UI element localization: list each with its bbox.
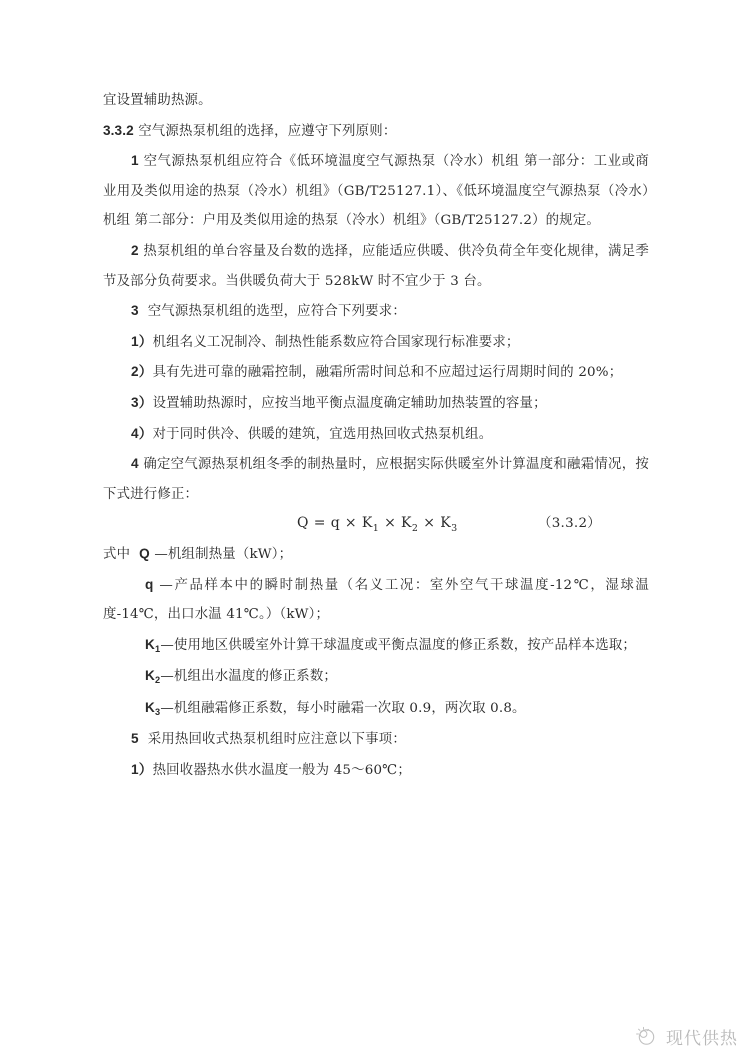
symbol-K2 bbox=[145, 668, 161, 686]
formula-expression bbox=[297, 509, 458, 540]
item-text-5: 采用热回收式热泵机组时应注意以下事项： bbox=[147, 732, 406, 748]
formula-mid-1: × K bbox=[379, 515, 412, 532]
formula-mid-2: × K bbox=[418, 515, 452, 532]
symbol-K1-sub: 1 bbox=[155, 643, 161, 654]
sub-item-a1 bbox=[103, 327, 649, 358]
document-body bbox=[103, 86, 649, 786]
numbered-item-1 bbox=[103, 146, 649, 236]
symbol-K3-sub: 3 bbox=[155, 706, 161, 717]
item-text-3: 空气源热泵机组的选型，应符合下列要求： bbox=[147, 304, 406, 320]
formula-sub-2: 2 bbox=[411, 522, 419, 534]
sub-item-lead-b1: 1） bbox=[131, 762, 153, 778]
sub-item-text-a3: 设置辅助热源时，应按当地平衡点温度确定辅助加热装置的容量； bbox=[152, 395, 547, 411]
where-definition-q-lowercase bbox=[103, 570, 649, 630]
item-lead-3: 3 bbox=[131, 303, 139, 319]
sun-circle-logo-icon bbox=[633, 1023, 659, 1049]
item-lead-4: 4 bbox=[131, 456, 139, 472]
formula-sub-1: 1 bbox=[372, 522, 380, 534]
symbol-K2-base: K bbox=[145, 668, 156, 684]
watermark bbox=[633, 1023, 738, 1049]
where-definition-k1 bbox=[103, 630, 649, 662]
item-lead-5: 5 bbox=[131, 731, 139, 747]
where-definition-k3 bbox=[103, 693, 649, 725]
symbol-K2-sub: 2 bbox=[155, 675, 161, 686]
formula-sub-3: 3 bbox=[451, 522, 458, 534]
where-text-K3: —机组融霜修正系数，每小时融霜一次取 0.9，两次取 0.8。 bbox=[160, 700, 526, 716]
symbol-K1-base: K bbox=[145, 636, 156, 652]
where-label: 式中 bbox=[103, 546, 131, 562]
item-text-1: 空气源热泵机组应符合《低环境温度空气源热泵（冷水）机组 第一部分：工业或商业用及类似用途的热泵（冷水）机组》（GB/T25127.1）、《低环境温度空气源热泵（冷水）机组 第二部分：户用及类似用途的热泵（冷水）机组》（GB/T25127.2）的规定。 bbox=[103, 154, 649, 229]
sub-item-text-a2: 具有先进可靠的融霜控制，融霜所需时间总和不应超过运行周期时间的 20%； bbox=[152, 365, 623, 381]
where-text-q: —产品样本中的瞬时制热量（名义工况：室外空气干球温度-12℃，湿球温度-14℃，出口水温 41℃。）（kW）； bbox=[103, 577, 649, 623]
sub-item-a3 bbox=[103, 388, 649, 419]
clause-heading bbox=[103, 116, 649, 147]
symbol-Q: Q bbox=[139, 545, 150, 561]
formula-left: Q = q × K bbox=[297, 515, 373, 532]
numbered-item-4 bbox=[103, 449, 649, 509]
where-text-K2: —机组出水温度的修正系数； bbox=[160, 669, 338, 685]
sub-item-text-a1: 机组名义工况制冷、制热性能系数应符合国家现行标准要求； bbox=[152, 334, 520, 350]
formula-row bbox=[103, 509, 649, 539]
sub-item-lead-a2: 2） bbox=[131, 364, 153, 380]
symbol-K3 bbox=[145, 700, 160, 715]
where-space bbox=[130, 547, 139, 562]
sub-item-lead-a3: 3） bbox=[131, 394, 153, 410]
formula-equation-number: （3.3.2） bbox=[538, 516, 601, 532]
symbol-q: q bbox=[145, 576, 154, 592]
symbol-K3-base: K bbox=[145, 699, 156, 715]
item-space-3 bbox=[139, 304, 148, 319]
sub-item-b1 bbox=[103, 755, 649, 786]
item-lead-2: 2 bbox=[131, 242, 139, 258]
sub-item-a2 bbox=[103, 357, 649, 388]
where-text-Q: —机组制热量（kW）； bbox=[154, 546, 293, 562]
carryover-paragraph: 宜设置辅助热源。 bbox=[103, 93, 212, 108]
sub-item-lead-a1: 1） bbox=[131, 333, 153, 349]
where-definition-k2 bbox=[103, 661, 649, 693]
where-text-K1: —使用地区供暖室外计算干球温度或平衡点温度的修正系数，按产品样本选取； bbox=[160, 637, 637, 653]
symbol-K1 bbox=[145, 637, 160, 652]
clause-title: 空气源热泵机组的选择，应遵守下列原则： bbox=[138, 123, 397, 139]
where-definition-q-uppercase bbox=[103, 539, 649, 570]
watermark-text: 现代供热 bbox=[666, 1028, 738, 1049]
item-space-5 bbox=[139, 732, 148, 747]
sub-item-lead-a4: 4） bbox=[131, 425, 153, 441]
item-text-4: 确定空气源热泵机组冬季的制热量时，应根据实际供暖室外计算温度和融霜情况，按下式进行修正： bbox=[103, 457, 649, 502]
item-lead-1: 1 bbox=[131, 153, 139, 169]
sub-item-text-a4: 对于同时供冷、供暖的建筑，宜选用热回收式热泵机组。 bbox=[152, 426, 493, 442]
numbered-item-5 bbox=[103, 724, 649, 755]
sub-item-a4 bbox=[103, 419, 649, 450]
numbered-item-3 bbox=[103, 296, 649, 327]
numbered-item-2 bbox=[103, 236, 649, 296]
item-text-2: 热泵机组的单台容量及台数的选择，应能适应供暖、供冷负荷全年变化规律，满足季节及部分负荷要求。当供暖负荷大于 528kW 时不宜少于 3 台。 bbox=[103, 243, 649, 289]
sub-item-text-b1: 热回收器热水供水温度一般为 45～60℃； bbox=[152, 763, 411, 779]
clause-number: 3.3.2 bbox=[103, 122, 134, 138]
